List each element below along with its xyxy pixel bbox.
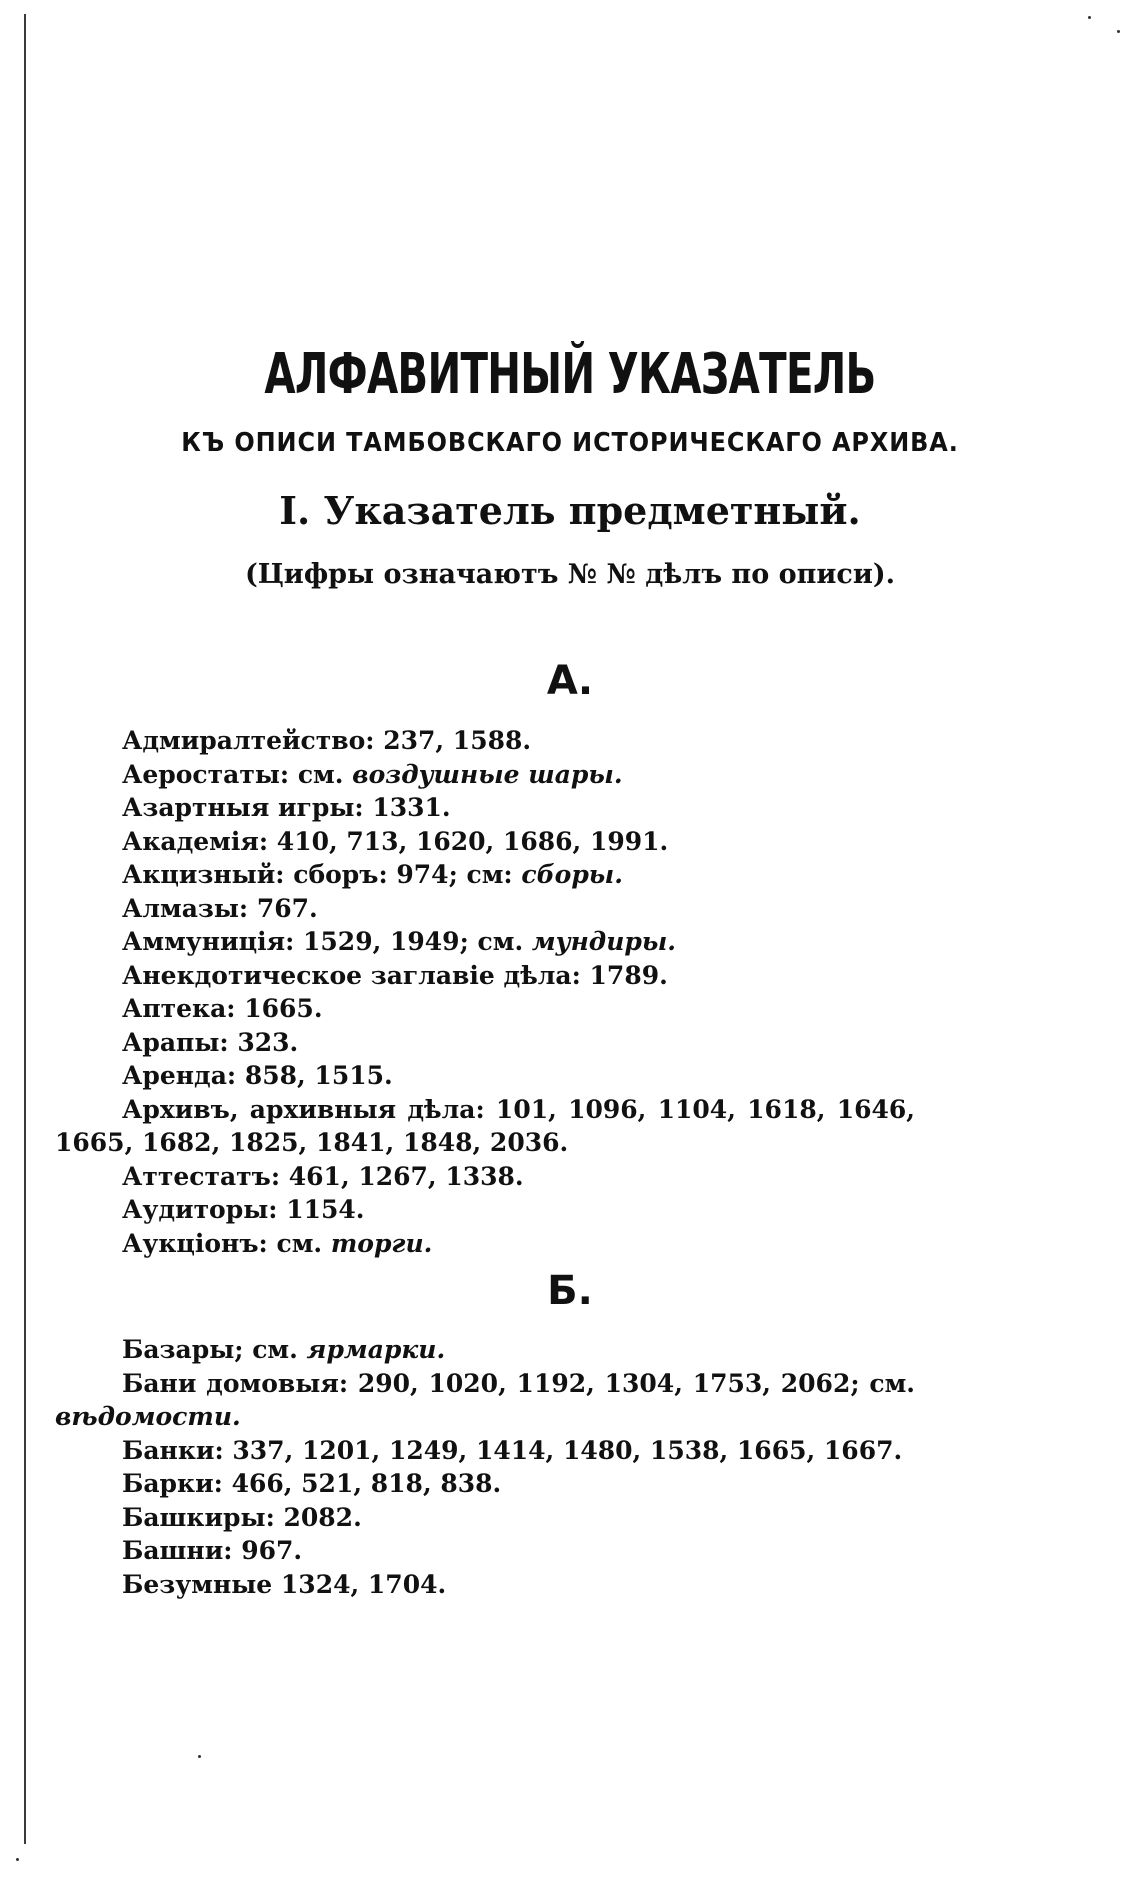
index-entry: Аеростаты: см. воздушные шары. — [122, 759, 623, 789]
section-heading: I. Указатель предметный. — [279, 488, 861, 533]
entries-list-b — [55, 1333, 915, 1601]
index-entry: Бани домовыя: 290, 1020, 1192, 1304, 1753, 2062; см. вѣдомости. — [55, 1368, 915, 1431]
index-entry: Аукціонъ: см. торги. — [122, 1228, 433, 1258]
scan-edge-line — [24, 14, 26, 1844]
index-entry: Аптека: 1665. — [122, 994, 323, 1023]
index-entry: Базары; см. ярмарки. — [122, 1335, 446, 1364]
page-subtitle: КЪ ОПИСИ ТАМБОВСКАГО ИСТОРИЧЕСКАГО АРХИВА. — [181, 428, 959, 458]
index-entry: Аудиторы: 1154. — [122, 1195, 365, 1224]
page-header — [0, 340, 1140, 590]
scan-speck — [1088, 16, 1091, 19]
index-entry: Азартныя игры: 1331. — [122, 793, 451, 822]
index-entry: Аттестатъ: 461, 1267, 1338. — [122, 1161, 524, 1191]
index-entry: Барки: 466, 521, 818, 838. — [122, 1469, 502, 1498]
index-entry: Аренда: 858, 1515. — [122, 1061, 393, 1090]
index-entry: Башкиры: 2082. — [122, 1502, 362, 1532]
index-entry: Акцизный: сборъ: 974; см: сборы. — [122, 860, 623, 889]
scan-speck — [16, 1858, 19, 1861]
index-entry: Арапы: 323. — [122, 1027, 299, 1057]
letter-heading-b: Б. — [547, 1268, 593, 1314]
index-note: (Цифры означаютъ № № дѣлъ по описи). — [244, 559, 896, 590]
letter-heading-a: А. — [546, 658, 594, 704]
index-entry: Башни: 967. — [122, 1536, 303, 1565]
scan-speck — [198, 1755, 201, 1758]
index-entry: Алмазы: 767. — [122, 893, 318, 923]
scan-speck — [1117, 30, 1120, 33]
index-entry: Аммуниція: 1529, 1949; см. мундиры. — [122, 927, 676, 956]
index-entry: Архивъ, архивныя дѣла: 101, 1096, 1104, 1618, 1646, 1665, 1682, 1825, 1841, 1848, 2036. — [55, 1094, 915, 1157]
index-entry: Академія: 410, 713, 1620, 1686, 1991. — [122, 826, 669, 856]
index-entry: Банки: 337, 1201, 1249, 1414, 1480, 1538, 1665, 1667. — [122, 1435, 903, 1465]
index-entry: Анекдотическое заглавіе дѣла: 1789. — [122, 960, 668, 990]
page-title: АЛФАВИТНЫЙ УКАЗАТЕЛЬ — [264, 342, 876, 407]
index-entry: Безумные 1324, 1704. — [122, 1569, 447, 1599]
index-entry: Адмиралтейство: 237, 1588. — [122, 726, 532, 755]
entries-list-a — [55, 724, 915, 1260]
